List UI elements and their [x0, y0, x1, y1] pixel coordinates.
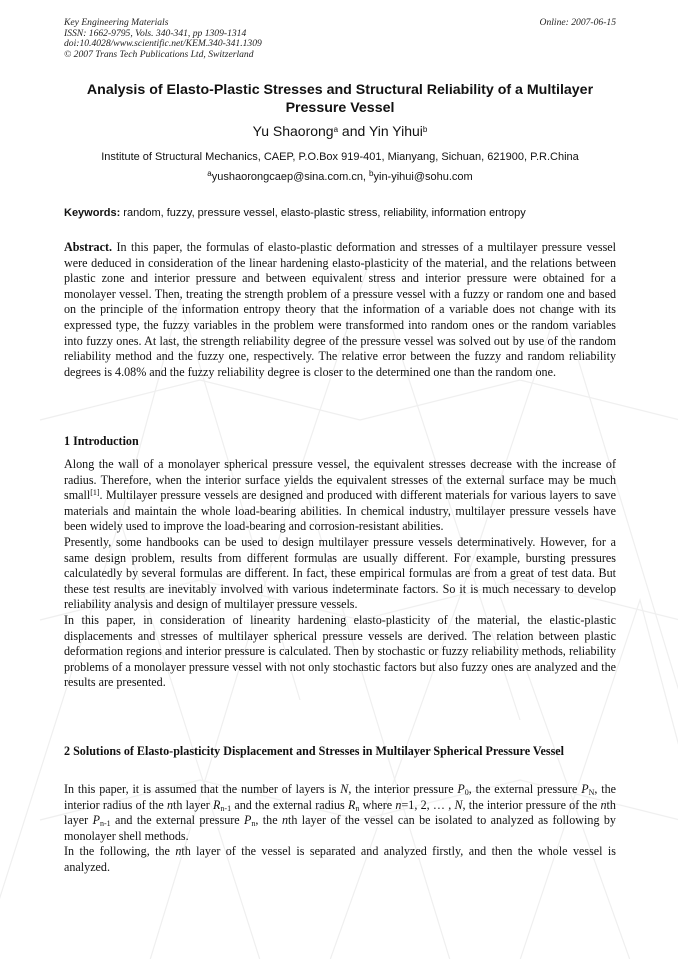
- math-sub: n: [251, 819, 256, 829]
- paragraph-text: In the following, the: [64, 844, 176, 859]
- author-1-sup: a: [333, 125, 339, 134]
- paragraph-text: th layer: [64, 797, 616, 828]
- abstract: [64, 240, 616, 380]
- math-sub: 0: [464, 788, 469, 797]
- online-date: Online: 2007-06-15: [539, 17, 616, 28]
- email-b-sup: b: [369, 169, 374, 178]
- paragraph: Presently, some handbooks can be used to design multilayer pressure vessels determinatively. However, for a same design problem, results from different formulas are usually different. For example, bursting pressures calculatedly by several formulas are different. In fact, these empirical formulas are from a great of test data. But these test results are inevitably involved with various indeterminate factors. So it is much necessary to develop reliability analysis and design of multilayer pressure vessels.: [64, 534, 616, 612]
- paragraph: [64, 457, 616, 535]
- math-var: R: [348, 797, 356, 812]
- keywords: [64, 206, 616, 220]
- section-2-heading: 2 Solutions of Elasto-plasticity Displacement and Stresses in Multilayer Spherical Pressure Vessel: [64, 744, 564, 758]
- math-var: n: [395, 797, 402, 812]
- paper-title: Analysis of Elasto-Plastic Stresses and Structural Reliability of a Multilayer Pressure Vessel: [86, 82, 594, 116]
- keywords-list: random, fuzzy, pressure vessel, elasto-plastic stress, reliability, information entropy: [120, 207, 526, 219]
- math-sub: n-1: [99, 819, 111, 829]
- paragraph-text: , the interior pressure of the: [462, 797, 601, 812]
- math-sub: N: [588, 788, 595, 797]
- journal-header: [64, 18, 616, 60]
- author-2: Yin Yihui: [368, 123, 423, 139]
- math-var: P: [244, 813, 252, 828]
- affiliation: Institute of Structural Mechanics, CAEP, P.O.Box 919-401, Mianyang, Sichuan, 621900, P.R.China: [101, 151, 579, 163]
- section-2-body: [64, 782, 616, 876]
- doi-line: doi:10.4028/www.scientific.net/KEM.340-341.1309: [64, 38, 262, 50]
- math-var: N: [340, 782, 349, 796]
- paragraph-text: , the interior pressure: [348, 782, 458, 796]
- issn-line: ISSN: 1662-9795, Vols. 340-341, pp 1309-1314: [64, 27, 247, 39]
- paragraph-text: , the interior radius of the: [64, 782, 616, 812]
- math-var: n: [175, 844, 182, 859]
- paragraph: [64, 782, 616, 844]
- journal-name: Key Engineering Materials: [64, 17, 169, 28]
- math-sub: n-1: [220, 803, 232, 813]
- paragraph-text: th layer of the vessel is separated and analyzed firstly, and then the whole vessel is analyzed.: [64, 844, 616, 874]
- paragraph-text: where: [359, 797, 396, 812]
- paragraph-text: , the: [255, 813, 282, 828]
- math-var: P: [581, 782, 589, 796]
- section-1-body: [64, 457, 616, 691]
- email-a-sup: a: [207, 169, 212, 178]
- author-2-sup: b: [422, 125, 428, 134]
- section-1-heading: 1 Introduction: [64, 434, 139, 448]
- paragraph-text: =1, 2, … ,: [401, 797, 455, 812]
- citation-ref: [1]: [90, 488, 100, 498]
- paragraph: In this paper, in consideration of linearity hardening elasto-plasticity of the material, the elastic-plastic displacements and stresses of multilayer spherical pressure vessels are derived. The relation between plastic deformation regions and interior pressure is calculated. Then by stochastic or fuzzy reliability methods, reliability problems of a monolayer pressure vessel with not only stochastic factors but also fuzzy ones are analyzed and the results are presented.: [64, 612, 616, 690]
- abstract-label: Abstract.: [64, 240, 113, 254]
- math-var: P: [92, 813, 100, 828]
- abstract-text: In this paper, the formulas of elasto-plastic deformation and stresses of a multilayer pressure vessel were deduced in consideration of the linear hardening elasto-plasticity of the material, and the relations between plastic zone and interior pressure and between equivalent stress and interior pressure were obtained for a monolayer vessel. Then, treating the strength problem of a pressure vessel with a fuzzy or random one and based on the principle of the information entropy theory that the information of a variable does not change with its expressed type, the fuzzy variables in the problem were transformed into random ones or the random variables into fuzzy ones. At last, the strength reliability degree of the pressure vessel was solved out by use of the random reliability method and the fuzzy one, respectively. The relative error between the fuzzy and random reliability degrees is 4.08% and the fuzzy reliability degree is closer to the determined one than the random one.: [64, 240, 616, 379]
- author-1: Yu Shaorong: [252, 123, 334, 139]
- paragraph-text: th layer: [172, 797, 214, 812]
- paragraph-text: . Multilayer pressure vessels are designed and produced with different materials for various layers to save materials and maintain the whole load-bearing abilities. In chemical industry, multilayer pressure vessels have been widely used to improve the load-bearing and corrosion-resistant abilities.: [64, 488, 616, 534]
- math-var: n: [281, 813, 289, 828]
- email-b: yin-yihui@sohu.com: [373, 171, 473, 183]
- paragraph-text: , the external pressure: [468, 782, 582, 796]
- paragraph: [64, 844, 616, 875]
- email-a: yushaorongcaep@sina.com.cn,: [211, 171, 370, 183]
- math-var: N: [454, 797, 463, 812]
- math-var: R: [213, 797, 221, 812]
- keywords-label: Keywords:: [64, 207, 121, 219]
- math-var: P: [457, 782, 465, 796]
- math-var: n: [600, 797, 607, 812]
- paragraph-text: Along the wall of a monolayer spherical pressure vessel, the equivalent stresses decrease with the increase of radius. Therefore, when the interior surface yields the equivalent stresses of the external surface may be much small: [64, 457, 616, 503]
- math-var: n: [166, 797, 173, 812]
- math-sub: n: [355, 803, 360, 813]
- copyright-line: © 2007 Trans Tech Publications Ltd, Switzerland: [64, 48, 254, 60]
- paragraph-text: th layer of the vessel can be isolated to analyzed as following by monolayer shell methods.: [64, 813, 616, 843]
- paragraph-text: and the external pressure: [110, 813, 245, 828]
- author-and: and: [338, 123, 369, 139]
- author-line: [64, 122, 616, 140]
- paragraph-text: In this paper, it is assumed that the number of layers is: [64, 782, 341, 796]
- email-line: [64, 170, 616, 184]
- paragraph-text: and the external radius: [231, 797, 348, 812]
